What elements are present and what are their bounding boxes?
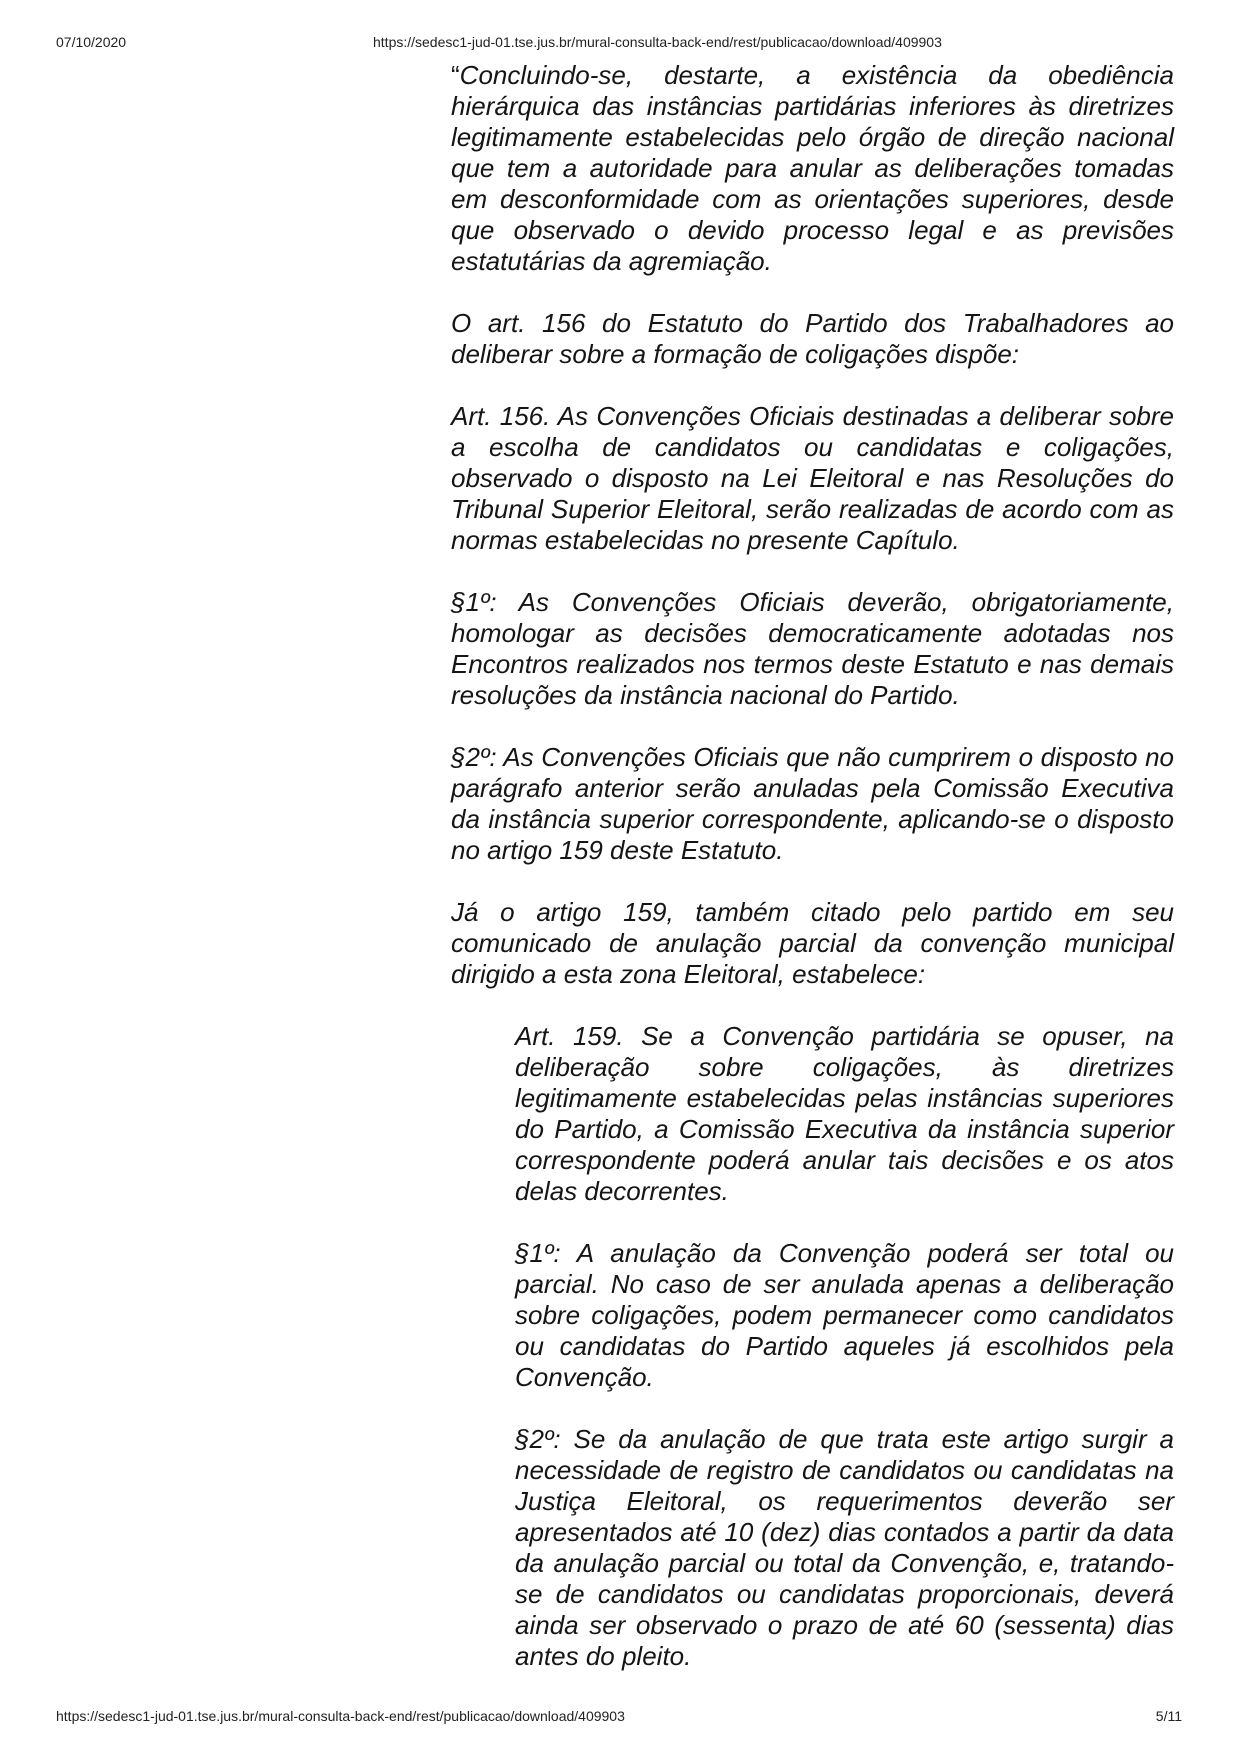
- print-date: 07/10/2020: [56, 34, 127, 50]
- page-number: 5/11: [1155, 1708, 1182, 1724]
- paragraph-conclusion: [451, 60, 1174, 277]
- header-url: https://sedesc1-jud-01.tse.jus.br/mural-consulta-back-end/rest/publicacao/download/409903: [373, 34, 942, 50]
- paragraph-art159-intro: Já o artigo 159, também citado pelo partido em seu comunicado de anulação parcial da convenção municipal dirigido a esta zona Eleitoral, estabelece:: [451, 897, 1174, 989]
- paragraph-art156-intro: O art. 156 do Estatuto do Partido dos Trabalhadores ao deliberar sobre a formação de coligações dispõe:: [451, 308, 1174, 369]
- paragraph-art156: Art. 156. As Convenções Oficiais destinadas a deliberar sobre a escolha de candidatos ou candidatas e coligações, observado o disposto na Lei Eleitoral e nas Resoluções do Tribunal Superior Eleitoral, serão realizadas de acordo com as normas estabelecidas no presente Capítulo.: [451, 401, 1174, 555]
- document-body: [451, 60, 1174, 1703]
- paragraph-art156-s2: §2º: As Convenções Oficiais que não cumprirem o disposto no parágrafo anterior serão anuladas pela Comissão Executiva da instância superior correspondente, aplicando-se o disposto no artigo 159 deste Estatuto.: [451, 742, 1174, 865]
- paragraph-art159: Art. 159. Se a Convenção partidária se opuser, na deliberação sobre coligações, às diretrizes legitimamente estabelecidas pelas instâncias superiores do Partido, a Comissão Executiva da instância superior correspondente poderá anular tais decisões e os atos delas decorrentes.: [515, 1021, 1174, 1206]
- paragraph-art159-s1: §1º: A anulação da Convenção poderá ser total ou parcial. No caso de ser anulada apenas a deliberação sobre coligações, podem permanecer como candidatos ou candidatas do Partido aqueles já escolhidos pela Convenção.: [515, 1238, 1174, 1392]
- paragraph-conclusion-text: Concluindo-se, destarte, a existência da obediência hierárquica das instâncias partidárias inferiores às diretrizes legitimamente estabelecidas pelo órgão de direção nacional que tem a autoridade para anular as deliberações tomadas em desconformidade com as orientações superiores, desde que observado o devido processo legal e as previsões estatutárias da agremiação.: [451, 60, 1174, 276]
- footer-url: https://sedesc1-jud-01.tse.jus.br/mural-consulta-back-end/rest/publicacao/download/409903: [56, 1708, 625, 1724]
- paragraph-art156-s1: §1º: As Convenções Oficiais deverão, obrigatoriamente, homologar as decisões democraticamente adotadas nos Encontros realizados nos termos deste Estatuto e nas demais resoluções da instância nacional do Partido.: [451, 587, 1174, 710]
- paragraph-art159-s2: §2º: Se da anulação de que trata este artigo surgir a necessidade de registro de candidatos ou candidatas na Justiça Eleitoral, os requerimentos deverão ser apresentados até 10 (dez) dias contados a partir da data da anulação parcial ou total da Convenção, e, tratando-se de candidatos ou candidatas proporcionais, deverá ainda ser observado o prazo de até 60 (sessenta) dias antes do pleito.: [515, 1424, 1174, 1671]
- opening-quote-mark: “: [451, 60, 460, 90]
